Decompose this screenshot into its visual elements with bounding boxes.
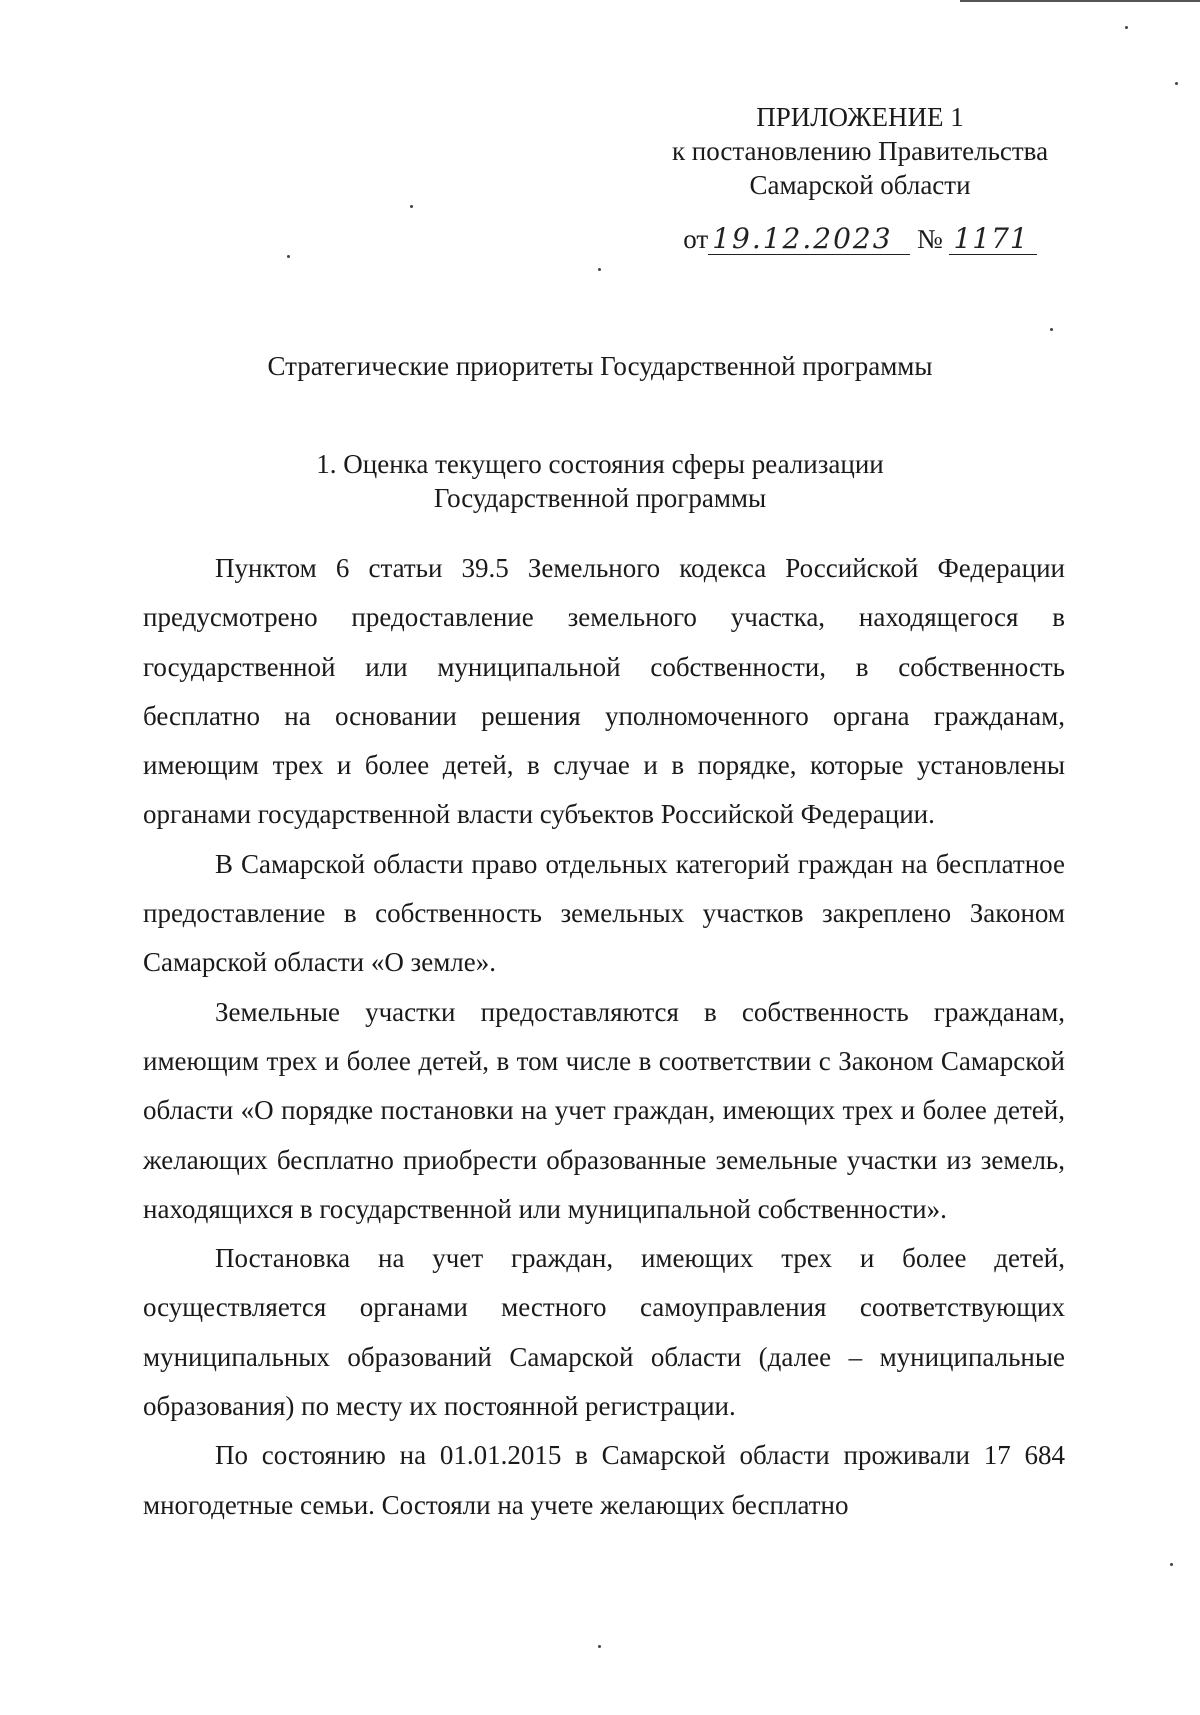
scan-edge-line [960,0,1200,2]
scan-speck [598,268,601,271]
date-prefix: от [683,224,709,254]
scan-speck [1125,26,1128,29]
paragraph: По состоянию на 01.01.2015 в Самарской области проживали 17 684 многодетные семьи. Состояли на учете желающих бесплатно [143,1440,1065,1520]
section-title-line-1: 1. Оценка текущего состояния сферы реализации [316,449,884,479]
scan-speck [1050,328,1053,331]
handwritten-number: 1171 [949,224,1036,255]
section-title [0,447,1200,515]
region-name: Самарской области [749,170,971,200]
number-sign: № [916,224,943,254]
document-title: Стратегические приоритеты Государственной программы [267,351,933,381]
paragraph: В Самарской области право отдельных категорий граждан на бесплатное предоставление в собственность земельных участков закреплено Законом Самарской области «О земле». [143,848,1065,978]
attachment-header [640,100,1080,256]
paragraph: Пунктом 6 статьи 39.5 Земельного кодекса Российской Федерации предусмотрено предоставление земельного участка, находящегося в государственной или муниципальной собственности, в собственность бесплатно на основании решения уполномоченного органа гражданам, имеющим трех и более детей, в случае и в порядке, которые установлены органами государственной власти субъектов Российской Федерации. [143,553,1065,830]
scan-speck [598,1645,601,1648]
date-number-row [640,222,1080,256]
paragraph: Постановка на учет граждан, имеющих трех и более детей, осуществляется органами местного самоуправления соответствующих муниципальных образований Самарской области (далее – муниципальные образования) по месту их постоянной регистрации. [143,1243,1065,1422]
scan-speck [1170,1563,1173,1566]
section-title-line-2: Государственной программы [433,483,767,513]
attachment-label: ПРИЛОЖЕНИЕ 1 [756,102,964,132]
scan-speck [287,255,290,258]
scan-speck [1175,82,1178,85]
handwritten-date: 19.12.2023 [708,224,910,255]
body-text [143,544,1065,1530]
resolution-reference: к постановлению Правительства [671,136,1049,166]
paragraph: Земельные участки предоставляются в собственность гражданам, имеющим трех и более детей, в том числе в соответствии с Законом Самарской области «О порядке постановки на учет граждан, имеющих трех и более детей, желающих бесплатно приобрести образованные земельные участки из земель, находящихся в государственной или муниципальной собственности». [143,996,1065,1224]
scan-speck [410,205,413,208]
